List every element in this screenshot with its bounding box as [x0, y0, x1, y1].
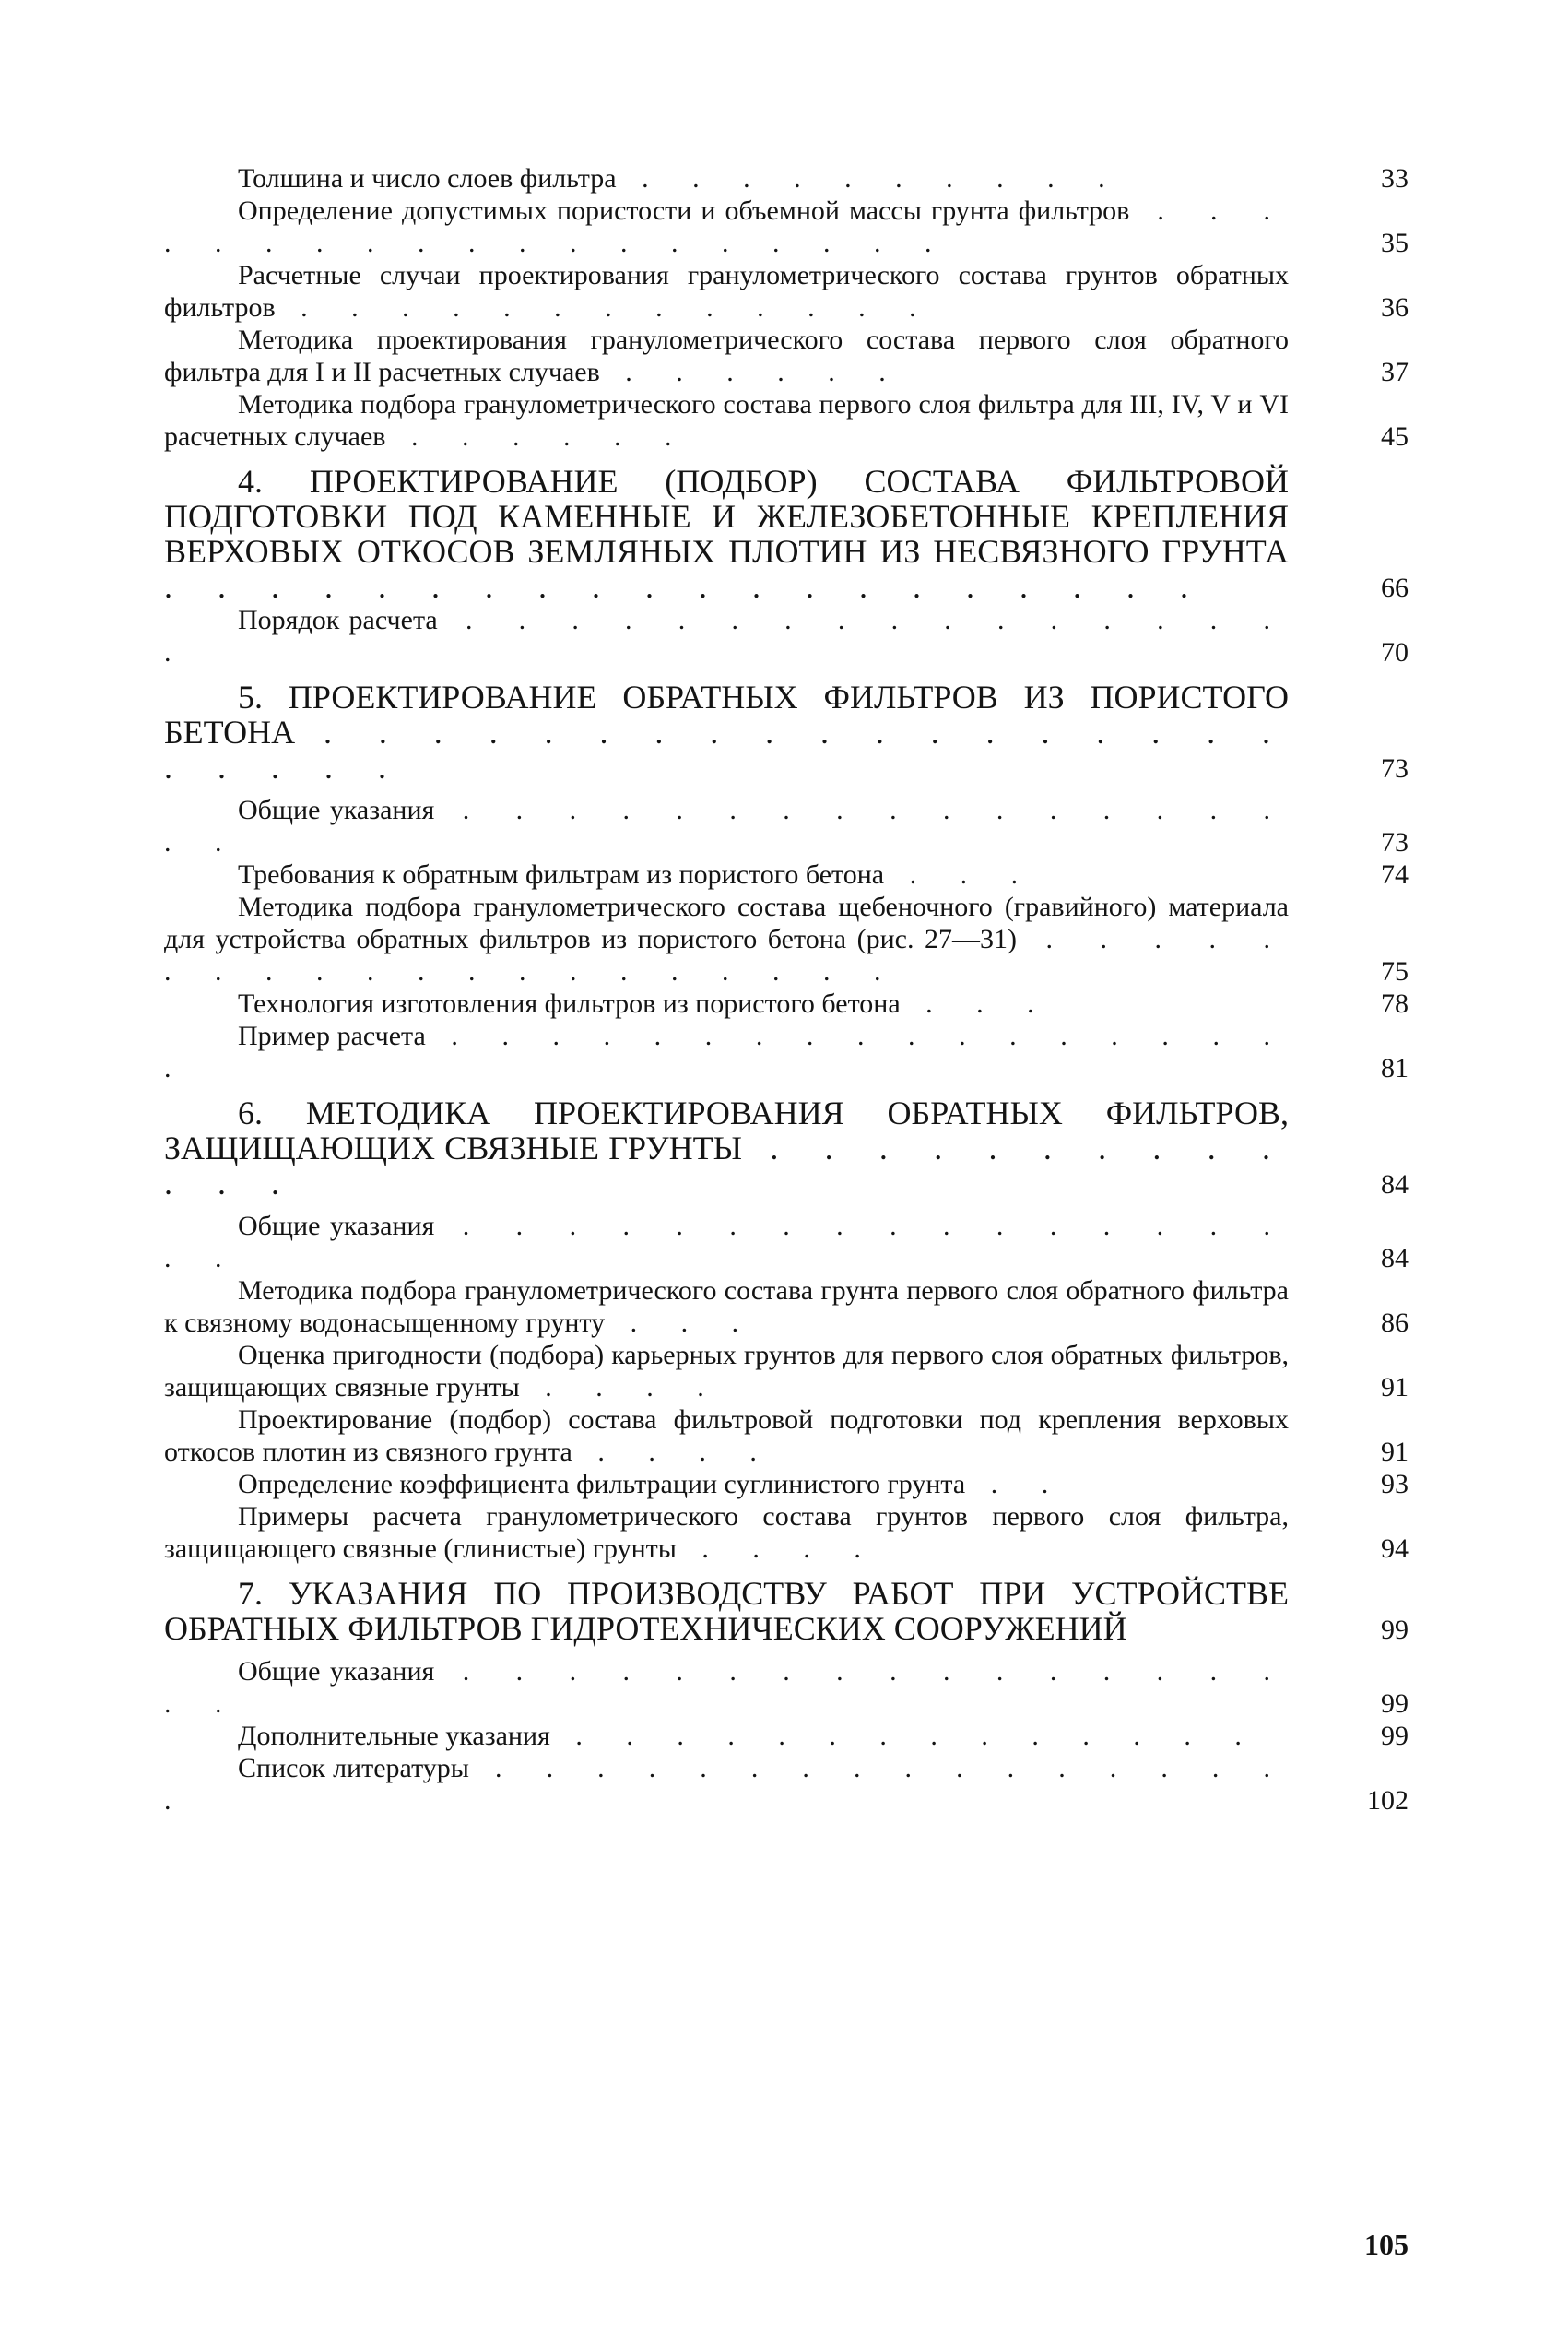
toc-page-number: 99	[1381, 1721, 1409, 1751]
page-number: 105	[1364, 2228, 1409, 2261]
toc-entry	[164, 1468, 1409, 1500]
toc-entry	[164, 162, 1409, 195]
toc-entry-title: Определение допустимых пористости и объемной массы грунта фильтров	[238, 195, 1130, 226]
toc-page-number: 74	[1381, 859, 1409, 890]
toc-leader-dots: . . . . . .	[599, 357, 904, 387]
toc-page-number: 73	[1381, 827, 1409, 858]
toc-entry-title: Определение коэффициента фильтрации суглинистого грунта	[238, 1469, 966, 1499]
toc-leader-dots: . . . . . . . . . . . . . .	[549, 1721, 1260, 1751]
toc-leader-dots: . . . . . . . . . . . . .	[275, 292, 935, 323]
toc-entry	[164, 794, 1409, 858]
toc-page-number: 91	[1381, 1437, 1409, 1467]
toc-entry	[164, 1752, 1409, 1817]
toc-page-number: 84	[1381, 1169, 1409, 1200]
toc-leader-dots: . . . . . . . . . . . . . . . . . .	[164, 795, 1289, 858]
toc-page-number: 81	[1381, 1053, 1409, 1083]
table-of-contents	[164, 162, 1409, 1817]
toc-entry	[164, 1655, 1409, 1720]
toc-entry-title: Пример расчета	[238, 1021, 426, 1051]
toc-leader-dots: . . . . . . . . . . . . . . . . . . . .	[164, 924, 1289, 987]
toc-page-number: 70	[1381, 637, 1409, 668]
toc-entry	[164, 1274, 1409, 1339]
toc-page-number: 99	[1381, 1615, 1409, 1645]
toc-page-number: 35	[1381, 228, 1409, 258]
toc-chapter-title: 5. ПРОЕКТИРОВАНИЕ ОБРАТНЫХ ФИЛЬТРОВ ИЗ ПОРИСТОГО БЕТОНА	[164, 679, 1289, 751]
toc-page-number: 45	[1381, 421, 1409, 452]
toc-entry-title: Методика подбора гранулометрического состава щебеночного (гравийного) материала для устройства обратных фильтров из пористого бетона (рис. 27—31)	[164, 892, 1289, 954]
toc-entry-title: Оценка пригодности (подбора) карьерных грунтов для первого слоя обратных фильтров, защищающих связные грунты	[164, 1340, 1289, 1403]
toc-leader-dots: . .	[965, 1469, 1067, 1499]
toc-page-number: 91	[1381, 1372, 1409, 1403]
toc-page-number: 78	[1381, 988, 1409, 1019]
toc-page-number: 86	[1381, 1308, 1409, 1338]
toc-entry	[164, 891, 1409, 988]
toc-page-number: 75	[1381, 956, 1409, 987]
toc-entry-title: Толшина и число слоев фильтра	[238, 163, 617, 194]
toc-page-number: 73	[1381, 753, 1409, 784]
toc-page-number: 99	[1381, 1688, 1409, 1719]
toc-chapter-heading	[164, 1095, 1409, 1201]
toc-entry	[164, 988, 1409, 1020]
toc-entry-title: Проектирование (подбор) состава фильтровой подготовки под крепления верховых откосов плотин из связного грунта	[164, 1404, 1289, 1467]
toc-page-number: 93	[1381, 1469, 1409, 1499]
toc-leader-dots: . . . . . . . . . . . . .	[164, 1130, 1290, 1202]
toc-entry	[164, 1210, 1409, 1274]
toc-leader-dots: . . . .	[519, 1372, 723, 1403]
toc-leader-dots: . . . . . . . . . .	[616, 163, 1124, 194]
toc-entry-title: Методика проектирования гранулометрического состава первого слоя обратного фильтра для I и II расчетных случаев	[164, 325, 1289, 387]
toc-chapter-heading	[164, 1576, 1409, 1646]
toc-leader-dots: . . . . . . . . . . . . . . . . . . .	[164, 195, 1290, 258]
toc-entry-title: Порядок расчета	[238, 605, 438, 635]
toc-entry	[164, 1720, 1409, 1752]
toc-entry-title: Технология изготовления фильтров из пористого бетона	[238, 988, 901, 1019]
toc-chapter-heading	[164, 464, 1409, 604]
toc-entry	[164, 259, 1409, 324]
toc-chapter-heading	[164, 680, 1409, 785]
toc-entry-title: Общие указания	[238, 1656, 435, 1687]
toc-page-number: 33	[1381, 163, 1409, 194]
toc-entry-title: Общие указания	[238, 1211, 435, 1241]
toc-leader-dots: . . . . . . . . . . . . . . . . .	[164, 605, 1289, 668]
toc-entry	[164, 324, 1409, 388]
toc-chapter-title: 6. МЕТОДИКА ПРОЕКТИРОВАНИЯ ОБРАТНЫХ ФИЛЬТРОВ, ЗАЩИЩАЮЩИХ СВЯЗНЫЕ ГРУНТЫ	[164, 1095, 1289, 1166]
toc-leader-dots: . . . . . . . . . . . . . . . . . .	[164, 1021, 1290, 1083]
toc-entry-title: Дополнительные указания	[238, 1721, 550, 1751]
toc-chapter-title: 4. ПРОЕКТИРОВАНИЕ (ПОДБОР) СОСТАВА ФИЛЬТРОВОЙ ПОДГОТОВКИ ПОД КАМЕННЫЕ И ЖЕЛЕЗОБЕТОННЫЕ КРЕПЛЕНИЯ ВЕРХОВЫХ ОТКОСОВ ЗЕМЛЯНЫХ ПЛОТИН ИЗ НЕСВЯЗНОГО ГРУНТА	[164, 463, 1289, 570]
toc-entry	[164, 858, 1409, 891]
toc-entry-title: Методика подбора гранулометрического состава грунта первого слоя обратного фильтра к связному водонасыщенному грунту	[164, 1275, 1289, 1338]
toc-page-number: 66	[1381, 573, 1409, 603]
toc-page-number: 36	[1381, 292, 1409, 323]
toc-page-number: 37	[1381, 357, 1409, 387]
toc-leader-dots: . . .	[900, 988, 1053, 1019]
toc-entry	[164, 388, 1409, 453]
toc-entry	[164, 195, 1409, 259]
toc-leader-dots: . . . . . .	[385, 421, 690, 452]
toc-leader-dots: . . . .	[676, 1533, 879, 1564]
toc-entry-title: Расчетные случаи проектирования гранулометрического состава грунтов обратных фильтров	[164, 260, 1289, 323]
toc-entry-title: Общие указания	[238, 795, 435, 825]
toc-leader-dots: . . .	[884, 859, 1037, 890]
toc-page-number: 84	[1381, 1243, 1409, 1273]
toc-entry	[164, 1403, 1409, 1468]
toc-entry-title: Список литературы	[238, 1753, 469, 1783]
toc-page-number: 94	[1381, 1533, 1409, 1564]
toc-entry	[164, 1020, 1409, 1084]
toc-leader-dots: . . . . . . . . . . . . . . . . . .	[164, 1656, 1289, 1719]
toc-entry	[164, 1500, 1409, 1565]
toc-chapter-title: 7. УКАЗАНИЯ ПО ПРОИЗВОДСТВУ РАБОТ ПРИ УСТРОЙСТВЕ ОБРАТНЫХ ФИЛЬТРОВ ГИДРОТЕХНИЧЕСКИХ СООРУЖЕНИЙ	[164, 1575, 1289, 1647]
toc-entry-title: Требования к обратным фильтрам из пористого бетона	[238, 859, 885, 890]
toc-leader-dots: . . . . . . . . . . . . . . . . . . . . . . .	[164, 714, 1289, 786]
toc-leader-dots: . . . . . . . . . . . . . . . . . . . .	[164, 568, 1207, 605]
toc-leader-dots: . . . .	[572, 1437, 775, 1467]
toc-entry-title: Методика подбора гранулометрического состава первого слоя фильтра для III, IV, V и VI расчетных случаев	[164, 389, 1289, 452]
toc-entry	[164, 604, 1409, 669]
toc-leader-dots: . . .	[605, 1308, 758, 1338]
toc-entry-title: Примеры расчета гранулометрического состава грунтов первого слоя фильтра, защищающего связные (глинистые) грунты	[164, 1501, 1289, 1564]
toc-entry	[164, 1339, 1409, 1403]
toc-leader-dots: . . . . . . . . . . . . . . . . . .	[164, 1211, 1289, 1273]
toc-leader-dots: . . . . . . . . . . . . . . . . .	[164, 1753, 1289, 1816]
toc-page-number: 102	[1367, 1785, 1409, 1816]
